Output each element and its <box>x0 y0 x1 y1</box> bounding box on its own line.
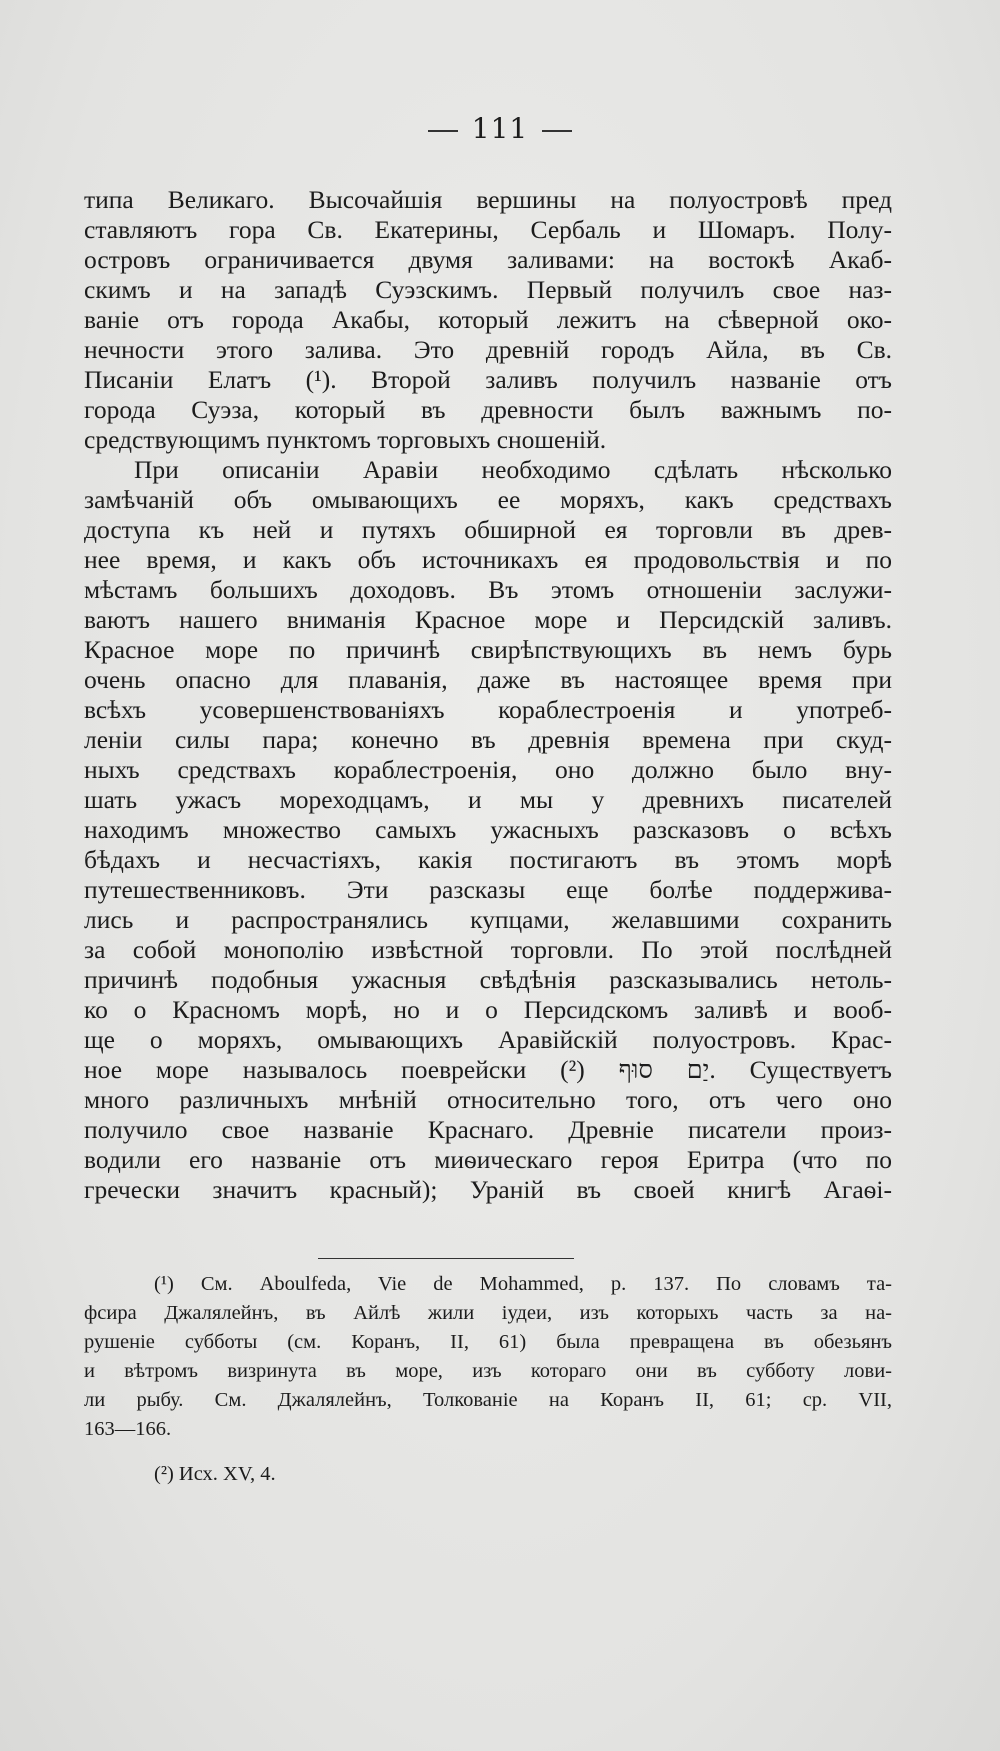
text-line: ваютъ нашего вниманія Красное море и Персидскій заливъ. <box>84 605 892 634</box>
dash-left <box>428 130 458 132</box>
text-line: получило свое названіе Краснаго. Древніе писатели произ- <box>84 1115 892 1144</box>
text-line: Писаніи Елатъ (¹). Второй заливъ получилъ названіе отъ <box>84 365 892 394</box>
text-line: лись и распространялись купцами, желавшими сохранить <box>84 905 892 934</box>
page-number-text: 111 <box>471 112 529 145</box>
text-line: средствующимъ пунктомъ торговыхъ сношеній. <box>84 425 607 454</box>
footnote-line: рушеніе субботы (см. Коранъ, II, 61) была превращена въ обезьянъ <box>84 1331 892 1353</box>
text-line: путешественниковъ. Эти разсказы еще болѣе поддержива- <box>84 875 892 904</box>
text-line: гречески значитъ красный); Ураній въ своей книгѣ Агаѳі- <box>84 1175 892 1204</box>
main-text <box>84 185 892 1205</box>
text-line: Красное море по причинѣ свирѣпствующихъ въ немъ бурь <box>84 635 892 664</box>
text-line: островъ ограничивается двумя заливами: на востокѣ Акаб- <box>84 245 892 274</box>
footnote-line: 163—166. <box>84 1418 172 1440</box>
text-line: причинѣ подобныя ужасныя свѣдѣнія разсказывались нетоль- <box>84 965 892 994</box>
text-line: мѣстамъ большихъ доходовъ. Въ этомъ отношеніи заслужи- <box>84 575 892 604</box>
text-line: ко о Красномъ морѣ, но и о Персидскомъ заливѣ и вооб- <box>84 995 892 1024</box>
text-line: водили его названіе отъ миѳическаго героя Еритра (что по <box>84 1145 892 1174</box>
text-line: всѣхъ усовершенствованіяхъ кораблестроенія и употреб- <box>84 695 892 724</box>
text-line: ще о моряхъ, омывающихъ Аравійскій полуостровъ. Крас- <box>84 1025 892 1054</box>
footnote-line: (¹) См. Aboulfeda, Vie de Mohammed, p. 137. По словамъ та- <box>154 1273 892 1295</box>
page-number <box>0 112 1000 145</box>
footnote-line: ли рыбу. См. Джалялейнъ, Толкованіе на Коранъ II, 61; ср. VII, <box>84 1389 892 1411</box>
dash-right <box>542 130 572 132</box>
text-line: очень опасно для плаванія, даже въ настоящее время при <box>84 665 892 694</box>
text-line: ставляютъ гора Св. Екатерины, Сербаль и Шомаръ. Полу- <box>84 215 892 244</box>
text-line: ныхъ средствахъ кораблестроенія, оно должно было вну- <box>84 755 892 784</box>
footnote-line: и вѣтромъ визринута въ море, изъ котораго они въ субботу лови- <box>84 1360 892 1382</box>
text-line: леніи силы пара; конечно въ древнія времена при скуд- <box>84 725 892 754</box>
text-line: ваніе отъ города Акабы, который лежитъ на сѣверной око- <box>84 305 892 334</box>
text-line: нее время, и какъ объ источникахъ ея продовольствія и по <box>84 545 892 574</box>
text-line: доступа къ ней и путяхъ обширной ея торговли въ древ- <box>84 515 892 544</box>
footnote-line: фсира Джалялейнъ, въ Айлѣ жили іудеи, изъ которыхъ часть за на- <box>84 1302 892 1324</box>
footnote-divider <box>318 1258 574 1259</box>
text-line: типа Великаго. Высочайшія вершины на полуостровѣ пред <box>84 185 892 214</box>
footnotes <box>84 1270 892 1489</box>
text-line: за собой монополію извѣстной торговли. По этой послѣдней <box>84 935 892 964</box>
text-line: замѣчаній объ омывающихъ ее моряхъ, какъ средствахъ <box>84 485 892 514</box>
footnote-2: (²) Исх. XV, 4. <box>154 1463 276 1485</box>
text-line: много различныхъ мнѣній относительно того, отъ чего оно <box>84 1085 892 1114</box>
text-line: шать ужасъ мореходцамъ, и мы у древнихъ писателей <box>84 785 892 814</box>
text-line: находимъ множество самыхъ ужасныхъ разсказовъ о всѣхъ <box>84 815 892 844</box>
text-line: нечности этого залива. Это древній городъ Айла, въ Св. <box>84 335 892 364</box>
text-line: скимъ и на западѣ Суэзскимъ. Первый получилъ свое наз- <box>84 275 892 304</box>
text-line: При описаніи Аравіи необходимо сдѣлать нѣсколько <box>134 455 892 484</box>
text-line: города Суэза, который въ древности былъ важнымъ по- <box>84 395 892 424</box>
text-line: бѣдахъ и несчастіяхъ, какія постигаютъ въ этомъ морѣ <box>84 845 892 874</box>
text-line: ное море называлось поеврейски יַם סוּף (²). Существуетъ <box>84 1055 892 1084</box>
